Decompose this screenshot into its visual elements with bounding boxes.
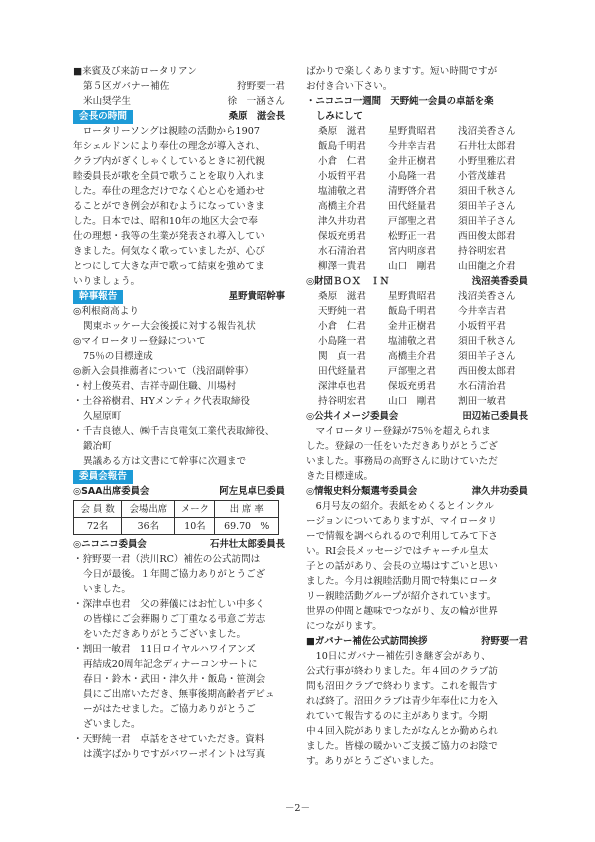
- report-line: 75％の目標達成: [83, 351, 153, 362]
- name-row: [306, 349, 528, 364]
- member-name: 小島隆一君: [388, 171, 436, 182]
- member-name: 松野正一君: [388, 231, 436, 242]
- report-line: ・深津卓也君 父の葬儀にはお忙しい中多く: [73, 599, 265, 610]
- paragraph-line: 10日にガバナー補佐引き継ぎ会があり、: [306, 651, 491, 662]
- member-name: 桑原 滋君: [318, 291, 366, 302]
- report-line: ◎マイロータリー登録について: [73, 336, 206, 347]
- member-name: 関 貞一君: [318, 351, 366, 362]
- nikoniko-week-title-cont: しみにして: [316, 111, 363, 122]
- report-line: をいただきありがとうございました。: [83, 629, 247, 640]
- member-name: 今井幸吉君: [458, 306, 506, 317]
- member-name: 須田千秋さん: [458, 186, 516, 197]
- member-name: 保坂充勇君: [388, 381, 436, 392]
- member-name: 水石清治君: [458, 381, 506, 392]
- paragraph-line: 年シェルドンにより奉仕の理念が導入され、: [73, 141, 266, 152]
- guests-heading: ■来賓及び来訪ロータリアン: [73, 66, 197, 77]
- member-name: 山田龍之介君: [458, 261, 516, 272]
- report-line: ◎利根商高より: [73, 306, 139, 317]
- member-name: 星野貴昭君: [388, 126, 436, 137]
- paragraph-line: す。ありがとうございました。: [306, 756, 440, 767]
- paragraph-line: 世界の仲間と趣味でつながり、友の輪が世界: [306, 606, 498, 617]
- member-name: 小倉 仁君: [318, 156, 366, 167]
- member-name: 桑原 滋君: [318, 126, 366, 137]
- member-name: 飯島千明君: [318, 141, 366, 152]
- president-time-header: [73, 109, 285, 124]
- box-in-title: ◎財団ＢＯＸ ＩＮ: [306, 276, 390, 287]
- paragraph-line: リー親睦活動グループが紹介されています。: [306, 591, 497, 602]
- public-image-chair: 田辺祐己委員長: [462, 411, 528, 422]
- paragraph-line: ばかりで楽しくありますす。短い時間ですが: [306, 66, 498, 77]
- name-row: [306, 229, 528, 244]
- member-name: 田代経量君: [388, 201, 436, 212]
- name-row: [306, 364, 528, 379]
- member-name: 星野貴昭君: [388, 291, 436, 302]
- paragraph-line: ロータリーソングは親睦の活動から1907: [73, 126, 260, 137]
- name-row: [306, 139, 528, 154]
- attendance-value-cell: 69.70 %: [215, 518, 279, 535]
- president-name: 桑原 滋会長: [228, 111, 285, 122]
- paragraph-line: 問も沼田クラブで終わります。これを報告す: [306, 681, 498, 692]
- attendance-header-row: [74, 501, 279, 518]
- member-name: 石井壮太郎君: [458, 141, 516, 152]
- member-name: 山口 剛君: [388, 396, 436, 407]
- continuation-text: [306, 64, 528, 94]
- nikoniko-committee-header: [73, 537, 285, 552]
- page-number: －2－: [284, 803, 311, 814]
- saa-committee-header: [73, 484, 285, 499]
- name-row: [306, 214, 528, 229]
- president-time-body: [73, 124, 285, 289]
- paragraph-line: した。登録の一任をいただきありがとうござ: [306, 441, 498, 452]
- report-line: ・土谷裕樹君、HYメンティク代表取締役: [73, 396, 251, 407]
- member-name: 保坂充勇君: [318, 231, 366, 242]
- secretary-report-body: [73, 304, 285, 469]
- president-time-label: 会長の時間: [73, 110, 133, 124]
- information-header: [306, 484, 528, 499]
- member-name: 小坂哲平君: [318, 171, 366, 182]
- name-row: [306, 394, 528, 409]
- report-line: ・天野純一君 卓話をさせていただき。資料: [73, 734, 265, 745]
- report-line: ◎新入会員推薦者について（浅沼副幹事）: [73, 366, 254, 377]
- committee-report-label: 委員会報告: [73, 470, 133, 484]
- report-line: 春日・鈴木・武田・津久井・飯島・笹渕会: [83, 674, 266, 685]
- report-line: ・村上俊英君、吉祥寺副住職、川場村: [73, 381, 237, 392]
- governor-visit-speaker: 狩野要一君: [481, 636, 528, 647]
- name-row: [306, 289, 528, 304]
- member-name: 高橋圭介君: [388, 351, 436, 362]
- member-name: 小菅茂雄君: [458, 171, 506, 182]
- name-row: [306, 259, 528, 274]
- member-name: 高橋主介君: [318, 201, 366, 212]
- name-row: [306, 124, 528, 139]
- attendance-value-row: [74, 518, 279, 535]
- secretary-report-header: [73, 289, 285, 304]
- member-name: 水石清治君: [318, 246, 366, 257]
- paragraph-line: とつにして大きな声で歌って結束を強めてま: [73, 261, 265, 272]
- member-name: 小倉 仁君: [318, 321, 366, 332]
- paragraph-line: いりましょう。: [73, 276, 141, 287]
- member-name: 柳澤一貴君: [318, 261, 366, 272]
- member-name: 宮内明彦君: [388, 246, 436, 257]
- member-name: 小野里雅広君: [458, 156, 516, 167]
- public-image-body: [306, 424, 528, 484]
- secretary-report-label: 幹事報告: [73, 290, 123, 304]
- name-row: [306, 379, 528, 394]
- member-name: 持谷明宏君: [458, 246, 506, 257]
- paragraph-line: お付き合い下さい。: [306, 81, 393, 92]
- secretary-name: 星野貴昭幹事: [228, 291, 285, 302]
- member-name: 浅沼美香さん: [458, 291, 516, 302]
- member-name: 清野啓介君: [388, 186, 436, 197]
- member-name: 戸部聖之君: [388, 216, 436, 227]
- nikoniko-committee-title: ◎ニコニコ委員会: [73, 539, 147, 550]
- member-name: 金井正樹君: [388, 156, 436, 167]
- report-line: 関東ホッケー大会後援に対する報告礼状: [83, 321, 256, 332]
- committee-report-header: [73, 469, 285, 484]
- guest-name: 徐 一涵さん: [227, 96, 285, 107]
- name-row: [306, 199, 528, 214]
- guest-row: [73, 94, 285, 109]
- report-line: いました。: [83, 584, 131, 595]
- nikoniko-committee-chair: 石井壮太郎委員長: [209, 539, 285, 550]
- attendance-header-cell: 会 員 数: [74, 501, 122, 518]
- guest-name: 狩野要一君: [237, 81, 285, 92]
- member-name: 西田俊太郎君: [458, 231, 516, 242]
- name-row: [306, 304, 528, 319]
- paragraph-line: ました。今月は親睦活動月間で特集にロータ: [306, 576, 498, 587]
- paragraph-line: 子との話があり、会長の立場はすごいと思い: [306, 561, 498, 572]
- paragraph-line: につながります。: [306, 621, 382, 632]
- member-name: 塩浦敬之君: [388, 336, 436, 347]
- box-in-chair: 浅沼美香委員: [471, 276, 528, 287]
- name-row: [306, 169, 528, 184]
- report-line: 鍛冶町: [83, 441, 112, 452]
- member-name: 塩浦敬之君: [318, 186, 366, 197]
- member-name: 須田羊子さん: [458, 351, 516, 362]
- governor-visit-body: [306, 649, 528, 769]
- report-line: ・割田一敏君 11日ロイヤルハワイアンズ: [73, 644, 256, 655]
- left-column: [73, 64, 285, 762]
- paragraph-line: い。RI会長メッセージではチャーチル皇太: [306, 546, 489, 557]
- name-row: [306, 184, 528, 199]
- attendance-table: [73, 500, 279, 535]
- attendance-value-cell: 10名: [175, 518, 215, 535]
- member-name: 持谷明宏君: [318, 396, 366, 407]
- member-name: 金井正樹君: [388, 321, 436, 332]
- report-line: ・千吉良徳人、㈱千吉良電気工業代表取締役、: [73, 426, 275, 437]
- paragraph-line: ージョンについてありますが、マイロータリ: [306, 516, 498, 527]
- name-row: [306, 154, 528, 169]
- member-name: 須田羊子さん: [458, 201, 516, 212]
- paragraph-line: ることができ例会が和むようになっていきま: [73, 201, 265, 212]
- report-line: 久屋原町: [83, 411, 122, 422]
- paragraph-line: 公式行事が終わりました。年４回のクラブ訪: [306, 666, 498, 677]
- paragraph-line: れていて報告するのに主があります。今期: [306, 711, 488, 722]
- nikoniko-week-names: [306, 124, 528, 274]
- member-name: 津久井功君: [318, 216, 366, 227]
- information-chair: 津久井功委員: [471, 486, 528, 497]
- report-line: 員にご出席いただき、無事後期高齢者デビュ: [83, 689, 275, 700]
- attendance-header-cell: メーク: [175, 501, 215, 518]
- member-name: 須田千秋さん: [458, 336, 516, 347]
- paragraph-line: きた目標達成。: [306, 471, 374, 482]
- report-line: 異議ある方は文書にて幹事に次週まで: [83, 456, 247, 467]
- attendance-value-cell: 72名: [74, 518, 122, 535]
- member-name: 深津卓也君: [318, 381, 366, 392]
- guest-role: 米山奨学生: [83, 96, 131, 107]
- report-line: の皆様にご会葬賜りご丁重なる弔意ご芳志: [83, 614, 266, 625]
- report-line: ざいました。: [83, 719, 141, 730]
- guest-role: 第５区ガバナー補佐: [83, 81, 170, 92]
- saa-committee-title: ◎SAA出席委員会: [73, 486, 150, 497]
- attendance-header-cell: 会場出席: [122, 501, 175, 518]
- member-name: 田代経量君: [318, 366, 366, 377]
- name-row: [306, 319, 528, 334]
- report-line: 今日が最後。１年間ご協力ありがとうござ: [83, 569, 266, 580]
- governor-visit-header: [306, 634, 528, 649]
- member-name: 須田羊子さん: [458, 216, 516, 227]
- right-column: [306, 64, 528, 769]
- paragraph-line: ーで情報を調べられるので利用してみて下さ: [306, 531, 498, 542]
- name-row: [306, 334, 528, 349]
- paragraph-line: 睦委員長が歌を全員で歌うことを取り入れま: [73, 171, 265, 182]
- report-line: ・狩野要一君（渋川RC）補佐の公式訪問は: [73, 554, 261, 565]
- member-name: 飯島千明君: [388, 306, 436, 317]
- paragraph-line: ました。皆様の暖かいご支援ご協力のお陰で: [306, 741, 498, 752]
- paragraph-line: した。奉仕の理念だけでなく心と心を通わせ: [73, 186, 265, 197]
- paragraph-line: マイロータリー登録が75％を超えられま: [306, 426, 491, 437]
- paragraph-line: した。日本では、昭和10年の地区大会で奉: [73, 216, 258, 227]
- member-name: 割田一敏君: [458, 396, 506, 407]
- member-name: 小坂哲平君: [458, 321, 506, 332]
- member-name: 天野純一君: [318, 306, 366, 317]
- report-line: 再結成20周年記念ディナーコンサートに: [83, 659, 258, 670]
- guest-row: [73, 79, 285, 94]
- nikoniko-committee-body: [73, 552, 285, 762]
- information-body: [306, 499, 528, 634]
- public-image-title: ◎公共イメージ委員会: [306, 411, 399, 422]
- paragraph-line: クラブ内がぎくしゃくしているときに初代親: [73, 156, 265, 167]
- member-name: 戸部聖之君: [388, 366, 436, 377]
- paragraph-line: いました。事務局の高野さんに助けていただ: [306, 456, 498, 467]
- governor-visit-title: ■ガバナー補佐公式訪問挨拶: [306, 636, 428, 647]
- name-row: [306, 244, 528, 259]
- box-in-header: [306, 274, 528, 289]
- public-image-header: [306, 409, 528, 424]
- member-name: 西田俊太郎君: [458, 366, 516, 377]
- attendance-header-cell: 出 席 率: [215, 501, 279, 518]
- member-name: 小島隆一君: [318, 336, 366, 347]
- nikoniko-week-title: ・ニコニコ一週間 天野純一会員の卓話を楽: [306, 96, 494, 107]
- report-line: ーがはたせました。ご協力ありがとうご: [83, 704, 256, 715]
- paragraph-line: 6月号友の紹介。表紙をめくるとインクル: [306, 501, 494, 512]
- paragraph-line: 中４回入院がありましたがなんとか勤められ: [306, 726, 498, 737]
- member-name: 今井幸吉君: [388, 141, 436, 152]
- report-line: は漢字ばかりですがパワーポイントは写真: [83, 749, 266, 760]
- paragraph-line: 仕の理想・我等の生業が発表され導入してい: [73, 231, 265, 242]
- saa-committee-chair: 阿左見卓巳委員: [219, 486, 285, 497]
- box-in-names: [306, 289, 528, 409]
- paragraph-line: れば終了。沼田クラブは青少年奉仕に力を入: [306, 696, 498, 707]
- member-name: 浅沼美香さん: [458, 126, 516, 137]
- information-title: ◎情報史料分類選考委員会: [306, 486, 418, 497]
- member-name: 山口 剛君: [388, 261, 436, 272]
- attendance-value-cell: 36名: [122, 518, 175, 535]
- paragraph-line: きました。何気なく歌っていましたが、心び: [73, 246, 265, 257]
